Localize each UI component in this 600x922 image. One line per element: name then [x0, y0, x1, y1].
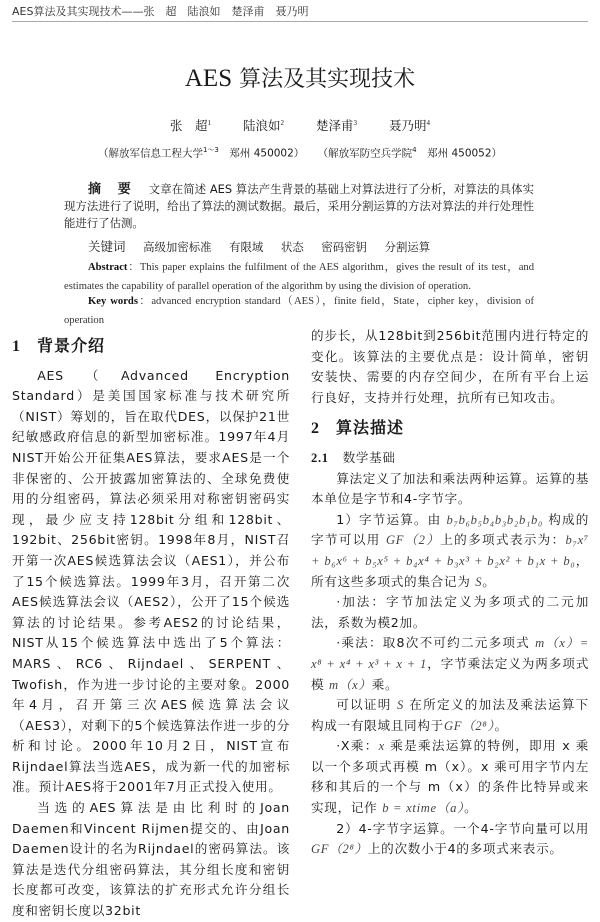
text: ，所有这些多项式的集合记为 — [311, 552, 590, 589]
math: b₇x⁷ + b₆x⁶ + b₅x⁵ + b₄x⁴ + b₃x³ + b₂x² + b₁x + b₀ — [311, 533, 589, 568]
text: 在所定义的加法及乘法运算下构成一有限域且同构于 — [311, 697, 589, 733]
affiliations — [0, 145, 600, 161]
text: 。 — [464, 800, 478, 816]
author — [170, 118, 211, 133]
math: x — [378, 739, 385, 754]
math: S — [475, 574, 483, 589]
running-header-title: AES算法及其实现技术—— — [12, 5, 144, 18]
author-sup: 2 — [280, 118, 284, 127]
abstract-en-text: ：This paper explains the fulfilment of the AES algorithm，gives the result of its test，and estimates the capability of parallel operation of the algorithm by using the division of operation. — [64, 262, 534, 292]
body-paragraph — [311, 819, 589, 860]
text: 上的次数小于4的多项式来表示。 — [367, 841, 563, 857]
left-column — [12, 336, 290, 922]
math: GF（2⁸） — [311, 842, 368, 857]
running-header-authors: 张 超 陆浪如 楚泽甫 聂乃明 — [143, 5, 309, 18]
text: 1）字节运算。由 — [336, 511, 447, 527]
right-column — [311, 326, 589, 860]
subsection-number: 2.1 — [311, 450, 329, 465]
author-sup: 4 — [426, 118, 430, 127]
keyword: 密码密钥 — [321, 240, 367, 254]
affiliation-sup: 4 — [412, 146, 417, 154]
math: m（x）= x⁸ + x⁴ + x³ + x + 1 — [311, 636, 589, 671]
math: b = xtime（a） — [382, 801, 465, 816]
section-title: 背景介绍 — [37, 336, 106, 355]
running-header — [12, 3, 308, 19]
math: GF（2） — [385, 533, 441, 548]
body-paragraph: AES（Advanced Encryption Standard）是美国国家标准与技术研究所（NIST）筹划的，旨在取代DES，以保护21世纪敏感政府信息的新型加密标准。1997年4月NIST开始公开征集AES算法，要求AES是一个非保密的、公开披露加密算法的、全球免费使用的分组密码，算法必须采用对称密钥密码实现，最少应支持128bit分组和128bit、192bit、256bit密钥。1998年8月，NIST召开第一次AES候选算法会议（AES1），并公布了15个候选算法。1999年3月，召开第二次AES候选算法会议（AES2），公开了15个候选算法的讨论结果。参考AES2的讨论结果，NIST从15个候选算法中选出了5个算法：MARS、RC6、Rijndael、SERPENT、Twofish，作为进一步讨论的主要对象。2000年4月，召开第三次AES候选算法会议（AES3），对剩下的5个候选算法作进一步的分析和讨论。2000年10月2日，NIST宣布Rijndael算法当选AES，成为新一代的加密标准。预计AES将于2001年7月正式投入使用。 — [12, 367, 290, 795]
section-number: 2 — [311, 420, 320, 438]
body-paragraph: 当选的AES算法是由比利时的Joan Daemen和Vincent Rijmen提交的、由Joan Daemen设计的名为Rijndael的密码算法。该算法是迭代分组密码算法，其分组长度和密钥长度都可改变，该算法的扩充形式允许分组长度和密钥长度以32bit — [12, 800, 290, 919]
subsection-heading — [311, 448, 589, 469]
math: GF（2⁸） — [443, 718, 495, 733]
body-paragraph: 的步长，从128bit到256bit范围内进行特定的变化。该算法的主要优点是：设计简单，密钥安装快、需要的内存空间少，在所有平台上运行良好，支持并行处理，抗所有已知攻击。 — [311, 328, 589, 405]
body-paragraph: ·加法：字节加法定义为多项式的二元加法，系数为模2加。 — [311, 594, 589, 630]
author-name: 陆浪如 — [242, 118, 281, 133]
body-paragraph: 算法定义了加法和乘法两种运算。运算的基本单位是字节和4-字节字。 — [311, 470, 589, 507]
author-sup: 1 — [207, 118, 211, 127]
author-name: 张 超 — [169, 118, 208, 133]
keywords-en-text: ：advanced encryption standard（AES），finite field，State，cipher key，division of operation — [64, 296, 534, 326]
math: S — [396, 698, 404, 713]
math: b₇b₆b₅b₄b₃b₂b₁b₀ — [446, 512, 544, 527]
author — [316, 118, 357, 133]
keyword: 分割运算 — [384, 240, 431, 254]
keyword: 状态 — [280, 240, 304, 254]
text: 。 — [482, 573, 496, 589]
abstract-cn-label: 摘 要 — [88, 182, 137, 197]
body-paragraph — [311, 736, 589, 818]
affiliation-name: （解放军信息工程大学 — [97, 147, 203, 160]
author-name: 聂乃明 — [388, 118, 427, 133]
keyword: 有限域 — [229, 240, 264, 254]
abstract-en — [64, 258, 534, 296]
text: 。 — [494, 717, 508, 733]
section-title: 算法描述 — [336, 418, 405, 438]
author-sup: 3 — [353, 118, 357, 127]
title-latin: AES — [184, 65, 233, 92]
keywords-en-label: Key words — [88, 296, 138, 307]
text: 乘。 — [371, 676, 399, 692]
abstract-cn-text: 文章在简述 AES 算法产生背景的基础上对算法进行了分析，对算法的具体实现方法进行了说明，给出了算法的测试数据。最后，采用分割运算的方法对算法的并行处理性能进行了估测。 — [64, 182, 534, 230]
author-name: 楚泽甫 — [315, 118, 354, 133]
subsection-title: 数学基础 — [342, 449, 396, 465]
header-rule — [12, 21, 588, 22]
section-number: 1 — [12, 338, 21, 355]
abstract-en-label: Abstract — [88, 262, 128, 273]
paper-title — [0, 62, 600, 93]
affiliation-sup: 1～3 — [202, 146, 219, 154]
text: 可以证明 — [336, 697, 397, 713]
body-paragraph — [311, 510, 589, 592]
math: m（x） — [329, 677, 372, 692]
author — [243, 118, 284, 133]
affiliation-city: 郑州 450052） — [416, 147, 503, 160]
title-cjk: 算法及其实现技术 — [232, 67, 416, 92]
keywords-en — [64, 292, 534, 330]
affiliation-city: 郑州 450002） — [218, 147, 305, 160]
affiliation-name: （解放军防空兵学院 — [317, 147, 413, 160]
keywords-cn — [88, 237, 444, 255]
section-2-heading — [311, 418, 589, 440]
author-list — [0, 116, 600, 134]
author — [389, 118, 430, 133]
text: 2）4-字节字运算。一个4-字节向量可以用 — [336, 820, 589, 836]
text: 上的多项式表示为： — [440, 532, 566, 548]
text: ·X乘： — [336, 738, 379, 754]
keyword: 高级加密标准 — [143, 240, 212, 254]
keywords-cn-label: 关键词 — [88, 239, 126, 254]
text: ·乘法：取8次不可约二元多项式 — [336, 635, 536, 651]
text: 乘是乘法运算的特例，即用 x 乘以一个多项式再模 m（x）。x 乘可用字节内左移和其后的一个与 m（x）的条件比特异或来实现，记作 — [311, 738, 589, 816]
body-paragraph — [311, 633, 589, 695]
section-1-heading — [12, 336, 290, 358]
body-paragraph — [311, 695, 589, 736]
abstract-cn — [64, 181, 534, 232]
text: ，字节乘法定义为两多项式模 — [311, 655, 589, 692]
text: 构成的字节可以用 — [311, 511, 589, 548]
